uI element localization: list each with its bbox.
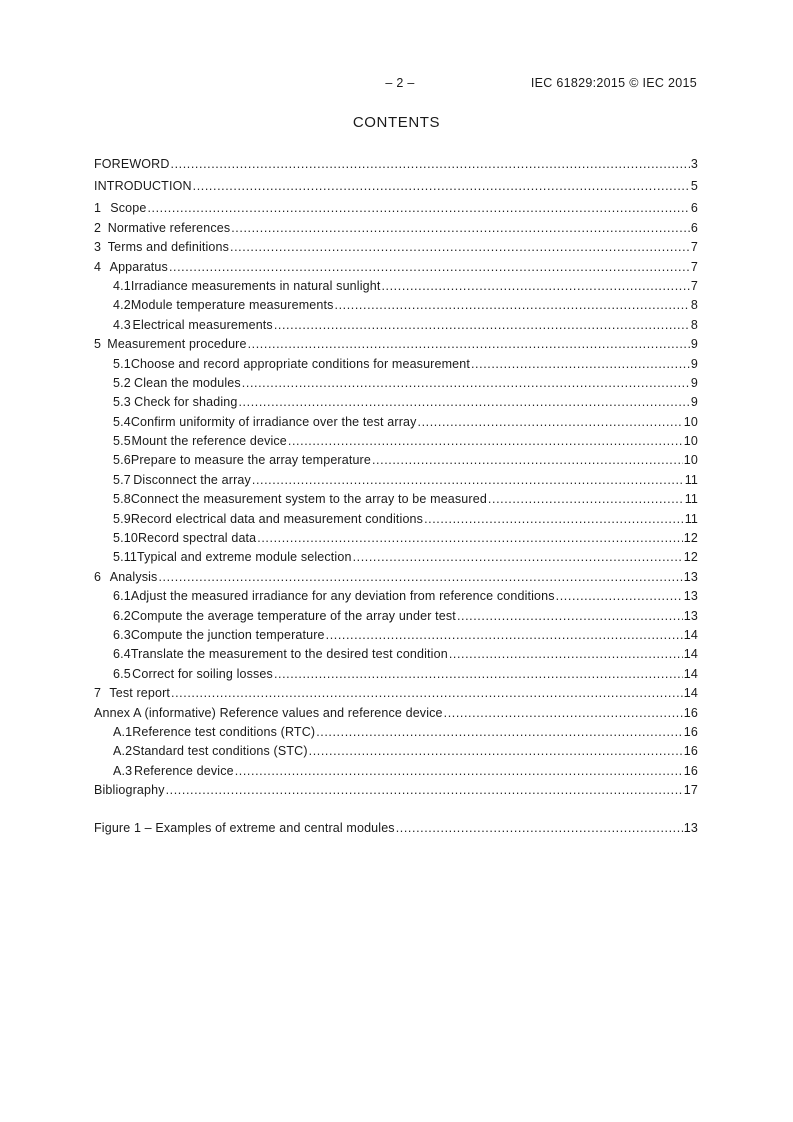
dot-leader [274,667,683,681]
toc-entry-page: 9 [690,375,698,390]
dot-leader [418,415,683,429]
toc-entry-page: 11 [684,492,698,507]
toc-entry-label: Annex A (informative) Reference values and reference device [94,705,443,720]
toc-entry-number: 4.1 [113,278,131,293]
toc-entry-page: 14 [683,627,698,642]
toc-entry-label: Translate the measurement to the desired test condition [130,647,448,662]
toc-entry[interactable] [94,783,698,802]
toc-entry-number: 5.2 [113,375,131,390]
toc-entry-page: 3 [690,157,698,171]
toc-entry-number: A.2 [113,744,133,759]
toc-entry-label: Bibliography [94,783,165,798]
toc-entry[interactable] [94,570,698,589]
toc-entry-label: Analysis [109,569,158,584]
toc-entry-label: Correct for soiling losses [132,666,273,681]
toc-entry-number: 5.7 [113,472,131,487]
toc-entry-number: 1 [94,201,102,216]
contents-title: CONTENTS [352,114,441,131]
toc-entry-page: 10 [683,414,698,429]
page-number: – 2 – [385,76,415,90]
toc-entry[interactable] [94,260,698,279]
toc-entry-label: Reference test conditions (RTC) [132,724,316,739]
dot-leader [252,473,684,487]
toc-entry[interactable] [94,492,698,511]
dot-leader [556,589,683,603]
toc-entry-label: Disconnect the array [133,472,251,487]
toc-entry-page: 7 [690,259,698,274]
dot-leader [353,550,683,564]
standard-reference: IEC 61829:2015 © IEC 2015 [530,76,697,90]
toc-entry-label: Clean the modules [134,375,241,390]
toc-entry[interactable] [94,725,698,744]
toc-entry-number: 3 [94,240,102,255]
dot-leader [424,512,684,526]
toc-entry[interactable] [94,157,698,179]
toc-entry-label: Scope [110,201,147,216]
toc-entry-page: 14 [683,647,698,662]
toc-entry-number: 5.1 [113,356,131,371]
toc-entry-label: Check for shading [134,395,238,410]
toc-entry-number: 7 [94,686,102,701]
dot-leader [444,706,683,720]
toc-entry-label: Reference device [134,763,234,778]
toc-entry-page: 5 [690,179,698,194]
toc-entry[interactable] [94,240,698,259]
dot-leader [396,821,683,835]
toc-entry[interactable] [94,179,698,201]
toc-entry-page: 13 [683,569,698,584]
dot-leader [238,395,689,409]
dot-leader [171,157,690,171]
toc-entry-number: 5 [94,337,102,352]
toc-entry-page: 13 [683,608,698,623]
toc-entry-number: 4.3 [113,317,131,332]
toc-entry[interactable] [94,337,698,356]
dot-leader [326,628,683,642]
dot-leader [193,179,690,193]
toc-entry-number: 5.6 [113,453,131,468]
dot-leader [381,279,689,293]
toc-entry[interactable] [94,512,698,531]
toc-entry-label: Irradiance measurements in natural sunlight [130,278,381,293]
toc-entry-label: Figure 1 – Examples of extreme and central modules [94,821,395,836]
toc-entry-page: 16 [683,744,698,759]
toc-entry-page: 16 [683,724,698,739]
toc-entry[interactable] [94,298,698,317]
toc-entry-number: 6.1 [113,589,131,604]
toc-entry-page: 11 [684,472,698,487]
toc-entry-label: Adjust the measured irradiance for any deviation from reference conditions [130,589,555,604]
toc-entry-page: 16 [683,763,698,778]
dot-leader [449,647,683,661]
toc-entry-label: Mount the reference device [131,434,287,449]
toc-entry-page: 9 [690,337,698,352]
toc-entry[interactable] [94,667,698,686]
table-of-contents [94,157,698,841]
toc-entry[interactable] [94,647,698,666]
toc-entry-page: 11 [684,511,698,526]
toc-entry-label: Prepare to measure the array temperature [130,453,371,468]
toc-entry-number: 5.3 [113,395,131,410]
toc-entry[interactable] [94,395,698,414]
toc-entry-number: A.1 [113,724,133,739]
dot-leader [158,570,682,584]
dot-leader [166,783,683,797]
toc-entry-page: 10 [683,453,698,468]
toc-entry-page: 8 [690,317,698,332]
toc-entry-number: 6 [94,569,102,584]
dot-leader [248,337,690,351]
toc-entry[interactable] [94,376,698,395]
toc-entry-label: Connect the measurement system to the array to be measured [130,492,487,507]
toc-entry-label: Test report [109,686,171,701]
toc-entry-number: 5.4 [113,414,131,429]
toc-entry[interactable] [94,221,698,240]
dot-leader [171,686,683,700]
toc-entry-number: 2 [94,220,102,235]
toc-entry-label: Compute the average temperature of the array under test [130,608,456,623]
toc-entry-label: Electrical measurements [132,317,273,332]
dot-leader [471,357,690,371]
toc-entry[interactable] [94,473,698,492]
dot-leader [457,609,683,623]
toc-entry[interactable] [94,318,698,337]
toc-entry[interactable] [94,453,698,472]
dot-leader [242,376,690,390]
toc-entry-number: 5.9 [113,511,131,526]
dot-leader [288,434,683,448]
toc-entry[interactable] [94,201,698,220]
list-separator [94,802,698,821]
toc-entry[interactable] [94,706,698,725]
toc-entry-page: 10 [683,434,698,449]
toc-entry[interactable] [94,686,698,705]
toc-entry-number: 4 [94,259,102,274]
toc-entry-label: Compute the junction temperature [130,627,325,642]
dot-leader [147,201,689,215]
toc-entry[interactable] [94,415,698,434]
toc-entry[interactable] [94,744,698,763]
toc-entry-number: 6.4 [113,647,131,662]
toc-entry-page: 12 [683,531,698,546]
figure-entry[interactable] [94,821,698,840]
toc-entry-page: 7 [690,278,698,293]
toc-entry-page: 14 [683,686,698,701]
dot-leader [309,744,683,758]
toc-entry-label: Apparatus [109,259,168,274]
dot-leader [372,453,683,467]
toc-entry-number: 6.2 [113,608,131,623]
dot-leader [235,764,683,778]
toc-entry[interactable] [94,550,698,569]
toc-entry[interactable] [94,279,698,298]
toc-entry-number: 5.5 [113,434,131,449]
toc-entry-number: 6.5 [113,666,131,681]
toc-entry-label: Record electrical data and measurement conditions [130,511,424,526]
dot-leader [274,318,690,332]
dot-leader [230,240,690,254]
toc-entry-number: 5.8 [113,492,131,507]
toc-entry-page: 9 [690,395,698,410]
toc-entry[interactable] [94,531,698,550]
dot-leader [488,492,684,506]
toc-entry-page: 16 [683,705,698,720]
toc-entry-label: Module temperature measurements [130,298,334,313]
toc-entry-label: Measurement procedure [107,337,247,352]
toc-entry[interactable] [94,434,698,453]
dot-leader [169,260,690,274]
toc-entry-label: Typical and extreme module selection [137,550,352,565]
toc-entry-number: 6.3 [113,627,131,642]
toc-entry[interactable] [94,764,698,783]
dot-leader [316,725,683,739]
dot-leader [231,221,690,235]
toc-entry-page: 6 [690,220,698,235]
toc-entry-label: Standard test conditions (STC) [132,744,308,759]
toc-entry-number: 5.11 [113,550,138,565]
toc-entry-label: Normative references [107,220,231,235]
toc-entry-label: INTRODUCTION [94,179,192,194]
toc-entry-number: A.3 [113,763,133,778]
dot-leader [335,298,690,312]
toc-entry-page: 8 [690,298,698,313]
toc-entry-label: Choose and record appropriate conditions for measurement [130,356,470,371]
toc-entry-page: 13 [683,821,698,836]
toc-entry-label: Record spectral data [137,531,257,546]
toc-entry[interactable] [94,628,698,647]
toc-entry-page: 9 [690,356,698,371]
toc-entry-page: 7 [690,240,698,255]
toc-entry-label: Confirm uniformity of irradiance over the test array [130,414,417,429]
toc-entry-page: 14 [683,666,698,681]
toc-entry-number: 4.2 [113,298,131,313]
toc-entry[interactable] [94,609,698,628]
toc-entry-page: 6 [690,201,698,216]
toc-entry[interactable] [94,357,698,376]
toc-entry-label: FOREWORD [94,157,170,171]
dot-leader [257,531,683,545]
toc-entry-number: 5.10 [113,531,138,546]
toc-entry-page: 17 [683,783,698,798]
toc-entry-page: 12 [683,550,698,565]
toc-entry-page: 13 [683,589,698,604]
toc-entry[interactable] [94,589,698,608]
toc-entry-label: Terms and definitions [107,240,230,255]
